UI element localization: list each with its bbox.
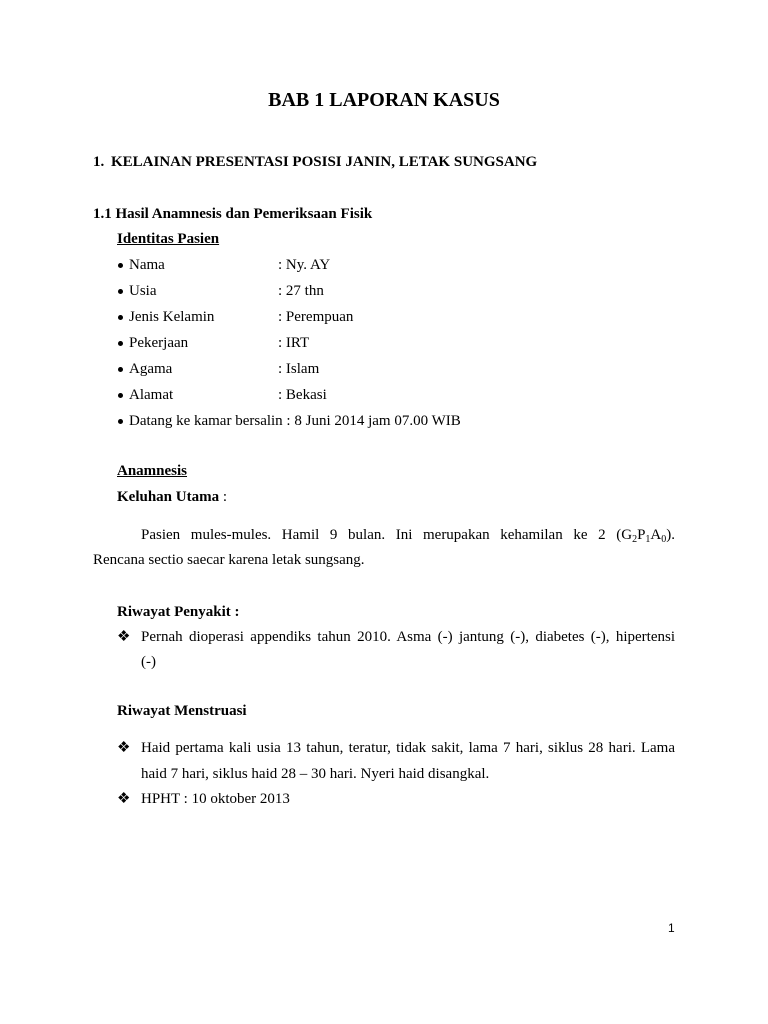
identitas-value: : 27 thn	[278, 283, 324, 299]
diamond-bullet-icon: ❖	[117, 740, 131, 756]
identitas-label: Alamat	[129, 387, 174, 403]
diamond-bullet-icon: ❖	[117, 629, 131, 645]
keluhan-paragraph-line2: Rencana sectio saecar karena letak sungsang.	[93, 552, 365, 568]
bullet-dot-icon	[118, 263, 123, 268]
riwayat-penyakit-heading: Riwayat Penyakit :	[117, 604, 240, 620]
keluhan-label: Keluhan Utama	[117, 489, 220, 505]
identitas-value: : Islam	[278, 361, 320, 377]
paragraph-text: P	[637, 527, 646, 543]
identitas-value: : Bekasi	[278, 387, 327, 403]
subscript-a: 0	[661, 534, 667, 545]
riwayat-penyakit-item-line1: Pernah dioperasi appendiks tahun 2010. Asma (-) jantung (-), diabetes (-), hipertensi	[141, 629, 675, 645]
bullet-dot-icon	[118, 315, 123, 320]
bullet-dot-icon	[118, 341, 123, 346]
bullet-dot-icon	[118, 393, 123, 398]
paragraph-text: Pasien mules-mules. Hamil 9 bulan. Ini merupakan kehamilan ke 2 (G	[141, 527, 633, 543]
bullet-dot-icon	[118, 367, 123, 372]
bullet-dot-icon	[118, 289, 123, 294]
identitas-value: : IRT	[278, 335, 310, 351]
menstruasi-item1-line1: Haid pertama kali usia 13 tahun, teratur, tidak sakit, lama 7 hari, siklus 28 hari. Lama	[141, 740, 675, 756]
identitas-label: Agama	[129, 361, 173, 377]
identitas-value: : Perempuan	[278, 309, 354, 325]
section-number: 1.	[93, 154, 105, 170]
subscript-p: 1	[645, 534, 651, 545]
subscript-g: 2	[632, 534, 638, 545]
page-number: 1	[668, 921, 675, 935]
riwayat-menstruasi-heading: Riwayat Menstruasi	[117, 703, 247, 719]
identitas-label: Usia	[129, 283, 157, 299]
paragraph-text: A	[650, 527, 662, 543]
identitas-label: Jenis Kelamin	[129, 309, 215, 325]
section-heading: KELAINAN PRESENTASI POSISI JANIN, LETAK SUNGSANG	[111, 154, 538, 170]
paragraph-text: ).	[666, 527, 675, 543]
datang-text: Datang ke kamar bersalin : 8 Juni 2014 jam 07.00 WIB	[129, 413, 461, 429]
identitas-label: Pekerjaan	[129, 335, 189, 351]
identitas-value: : Ny. AY	[278, 257, 331, 273]
subsection-heading: 1.1 Hasil Anamnesis dan Pemeriksaan Fisik	[93, 206, 373, 222]
keluhan-utama	[117, 490, 227, 505]
menstruasi-item1-line2: haid 7 hari, siklus haid 28 – 30 hari. Nyeri haid disangkal.	[141, 766, 490, 782]
keluhan-paragraph-line1	[141, 528, 675, 543]
diamond-bullet-icon: ❖	[117, 791, 131, 807]
keluhan-colon: :	[219, 489, 228, 505]
bullet-dot-icon	[118, 419, 123, 424]
identitas-label: Nama	[129, 257, 165, 273]
page-title: BAB 1 LAPORAN KASUS	[268, 89, 500, 111]
anamnesis-heading: Anamnesis	[117, 463, 188, 479]
menstruasi-item2: HPHT : 10 oktober 2013	[141, 791, 290, 807]
riwayat-penyakit-item-line2: (-)	[141, 654, 156, 670]
identitas-heading: Identitas Pasien	[117, 231, 220, 247]
